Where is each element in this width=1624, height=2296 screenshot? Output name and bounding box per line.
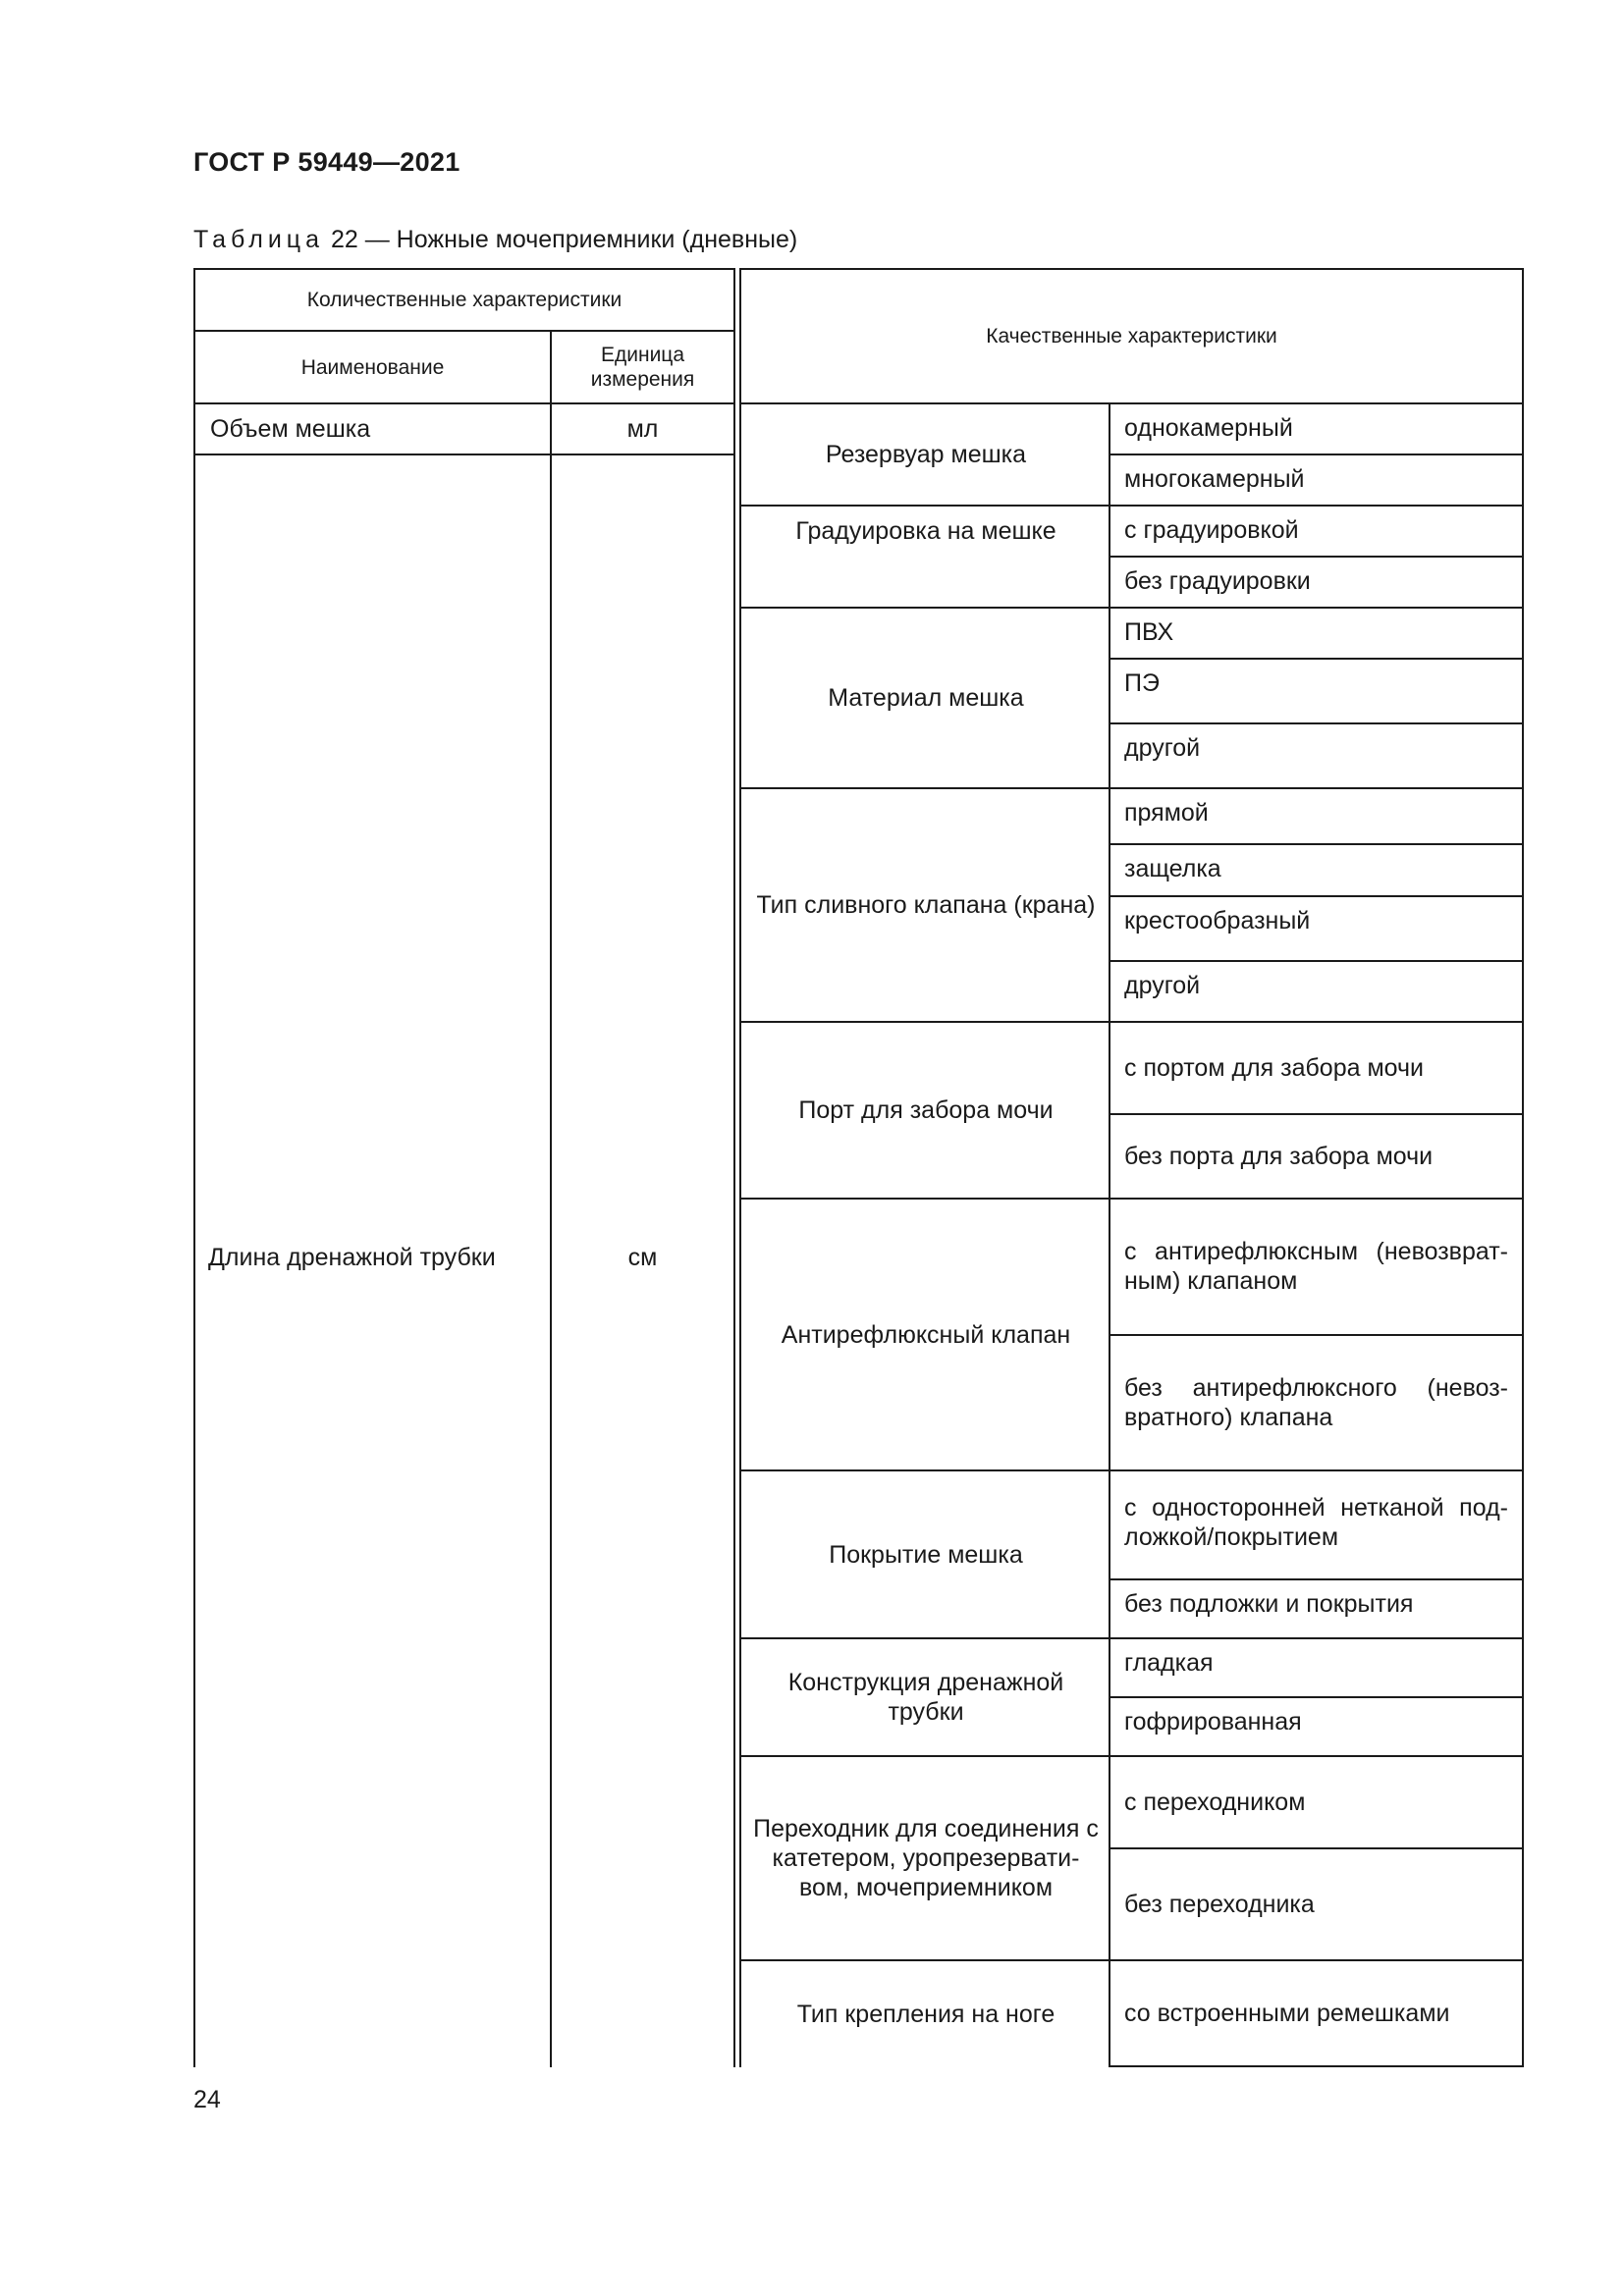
qualitative-group-name: Конструкция дренажной трубки [739, 1639, 1110, 1757]
qualitative-group-name: Тип крепления на ноге [739, 1961, 1110, 2067]
table-column-divider [733, 455, 735, 2067]
table-left-border [193, 455, 195, 2067]
qualitative-value: без переходника [1109, 1849, 1524, 1961]
qualitative-group-name: Градуировка на мешке [739, 507, 1110, 609]
qualitative-group-name: Материал мешка [739, 609, 1110, 789]
unit-header-line2: измерения [590, 368, 695, 391]
qualitative-group-name: Порт для забора мочи [739, 1023, 1110, 1200]
qualitative-value: ПВХ [1109, 609, 1524, 660]
qualitative-value: со встроенными ремешками [1109, 1961, 1524, 2067]
qualitative-group-name: Антирефлюксный клапан [739, 1200, 1110, 1471]
quantitative-row-unit: см [627, 1244, 658, 1271]
qualitative-value: гофрированная [1109, 1698, 1524, 1757]
qualitative-value: с односторонней нетканой под-ложкой/покрытием [1109, 1471, 1524, 1580]
qualitative-value: с портом для забора мочи [1109, 1023, 1524, 1115]
qualitative-value: защелка [1109, 845, 1524, 897]
qualitative-value: другой [1109, 962, 1524, 1023]
qualitative-value: без антирефлюксного (невоз-вратного) клапана [1109, 1336, 1524, 1471]
page-number: 24 [193, 2086, 221, 2113]
qualitative-value: ПЭ [1109, 660, 1524, 724]
table-column-divider [550, 455, 552, 2067]
qualitative-group-name: Резервуар мешка [739, 404, 1110, 507]
qualitative-value: без градуировки [1109, 558, 1524, 609]
data-table [193, 268, 1524, 2067]
qualitative-group-name: Переходник для соединения с катетером, уропрезервати-вом, мочеприемником [739, 1757, 1110, 1961]
document-header: ГОСТ Р 59449—2021 [193, 147, 460, 177]
qualitative-value: прямой [1109, 789, 1524, 845]
name-header: Наименование [193, 332, 550, 404]
quantitative-row-name: Длина дренажной трубки [208, 1244, 496, 1271]
qualitative-value: многокамерный [1109, 455, 1524, 507]
caption-label: Таблица [193, 226, 325, 253]
unit-header-line1: Единица [600, 344, 685, 366]
qualitative-value: без порта для забора мочи [1109, 1115, 1524, 1200]
caption-title: 22 — Ножные мочеприемники (дневные) [324, 226, 798, 253]
quantitative-row-unit: мл [550, 404, 735, 455]
qualitative-header: Качественные характеристики [739, 268, 1524, 404]
table-caption [193, 226, 797, 254]
qualitative-value: крестообразный [1109, 897, 1524, 962]
qualitative-value: с градуировкой [1109, 507, 1524, 558]
qualitative-value: однокамерный [1109, 404, 1524, 455]
qualitative-value: другой [1109, 724, 1524, 789]
unit-header [550, 332, 735, 404]
qualitative-value: без подложки и покрытия [1109, 1580, 1524, 1639]
qualitative-value: с переходником [1109, 1757, 1524, 1849]
qualitative-value: с антирефлюксным (невозврат-ным) клапаном [1109, 1200, 1524, 1336]
quantitative-header: Количественные характеристики [193, 268, 735, 332]
qualitative-group-name: Покрытие мешка [739, 1471, 1110, 1639]
qualitative-value: гладкая [1109, 1639, 1524, 1698]
qualitative-group-name: Тип сливного клапана (крана) [739, 789, 1110, 1023]
quantitative-row-name: Объем мешка [193, 404, 550, 455]
